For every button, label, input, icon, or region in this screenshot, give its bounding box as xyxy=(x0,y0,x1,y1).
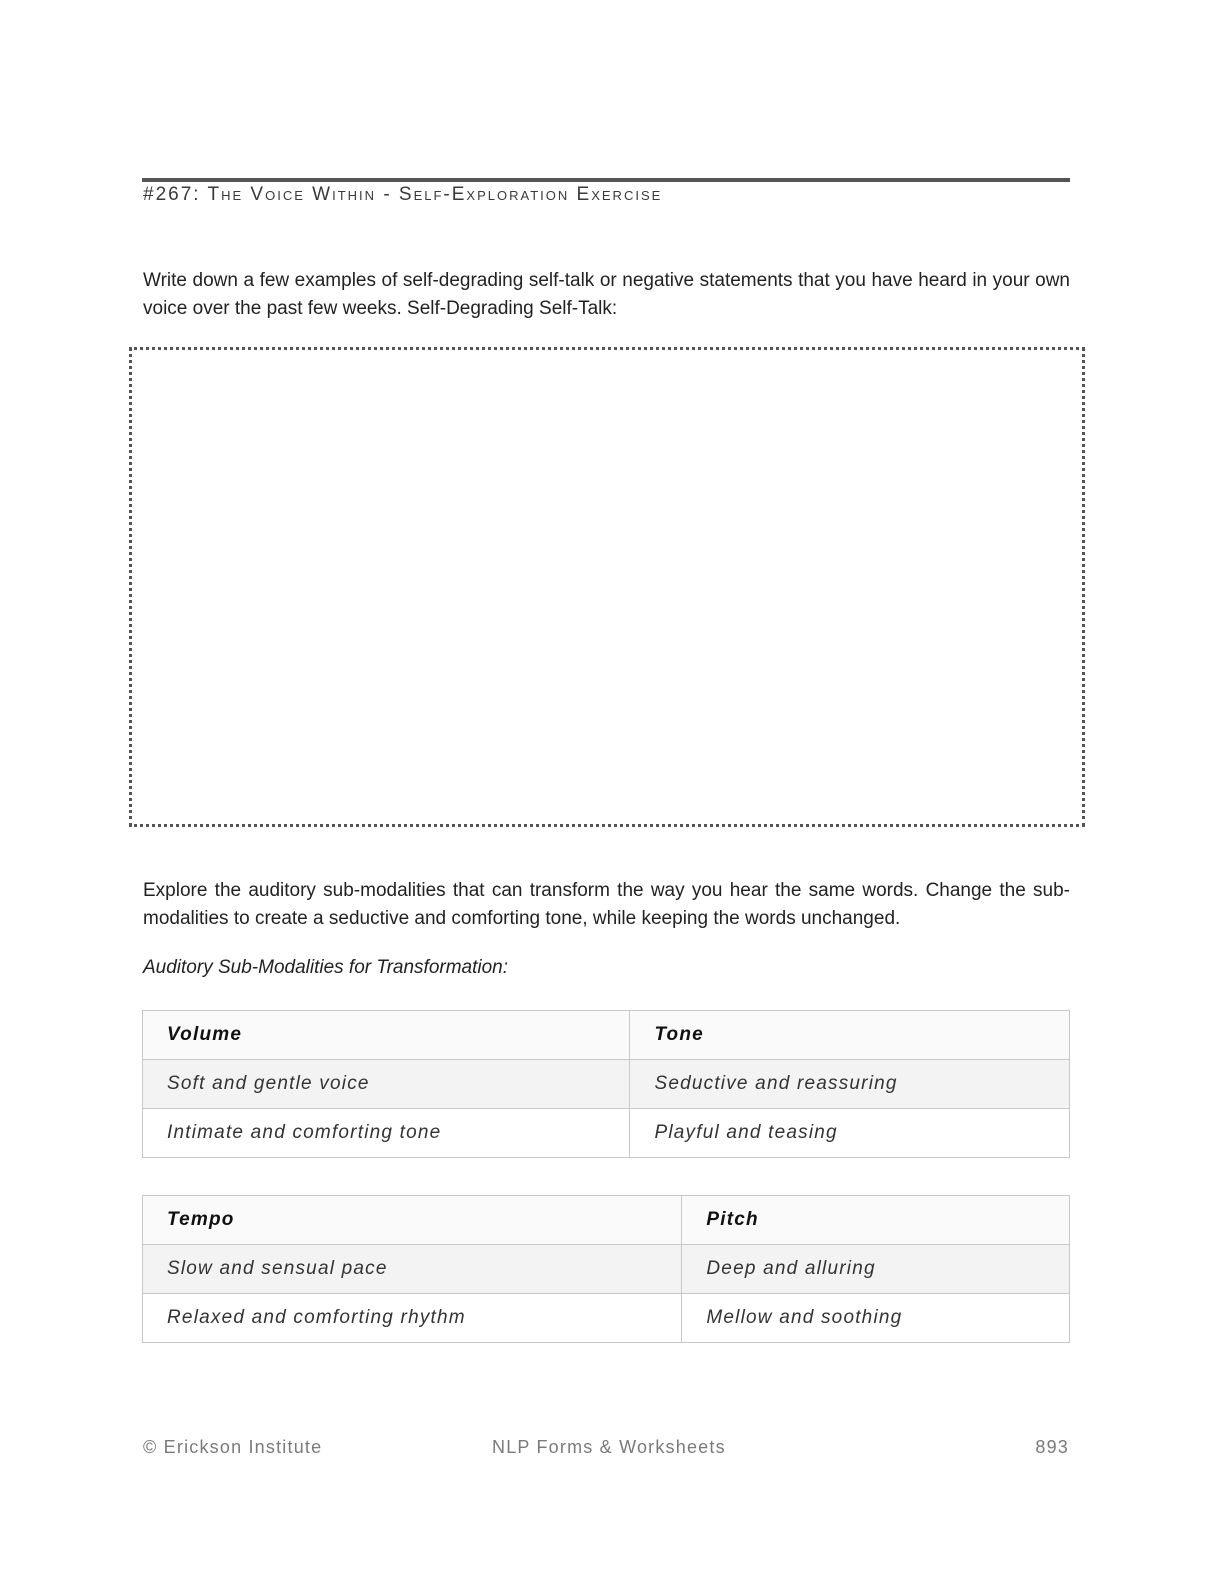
volume-tone-table xyxy=(142,1010,1070,1158)
title-rule xyxy=(142,178,1070,182)
column-header: Tone xyxy=(630,1011,1070,1060)
table-row xyxy=(143,1245,1070,1294)
column-header: Tempo xyxy=(143,1196,682,1245)
table-header-row xyxy=(143,1196,1070,1245)
intro-paragraph: Write down a few examples of self-degrading self-talk or negative statements that you have heard in your own voice over the past few weeks. Self-Degrading Self-Talk: xyxy=(143,270,1070,319)
table-cell: Intimate and comforting tone xyxy=(143,1109,630,1158)
column-header: Pitch xyxy=(682,1196,1070,1245)
table-row xyxy=(143,1109,1070,1158)
explore-paragraph: Explore the auditory sub-modalities that can transform the way you hear the same words. Change the sub-modalities to create a seductive and comforting tone, while keeping the words unchanged. xyxy=(143,880,1070,929)
table-row xyxy=(143,1294,1070,1343)
table-header-row xyxy=(143,1011,1070,1060)
table-cell: Relaxed and comforting rhythm xyxy=(143,1294,682,1343)
table-cell: Mellow and soothing xyxy=(682,1294,1070,1343)
table-cell: Playful and teasing xyxy=(630,1109,1070,1158)
tempo-pitch-table xyxy=(142,1195,1070,1343)
table-cell: Deep and alluring xyxy=(682,1245,1070,1294)
footer-page-number: 893 xyxy=(1035,1437,1069,1457)
table-cell: Seductive and reassuring xyxy=(630,1060,1070,1109)
table-cell: Soft and gentle voice xyxy=(143,1060,630,1109)
column-header: Volume xyxy=(143,1011,630,1060)
page-title: #267: The Voice Within - Self-Exploration Exercise xyxy=(143,184,663,205)
table-cell: Slow and sensual pace xyxy=(143,1245,682,1294)
footer-copyright: © Erickson Institute xyxy=(143,1437,323,1457)
self-talk-answer-box[interactable] xyxy=(129,347,1085,827)
submodalities-subheading: Auditory Sub-Modalities for Transformation: xyxy=(143,957,509,978)
footer-book-title: NLP Forms & Worksheets xyxy=(492,1437,726,1457)
table-row xyxy=(143,1060,1070,1109)
